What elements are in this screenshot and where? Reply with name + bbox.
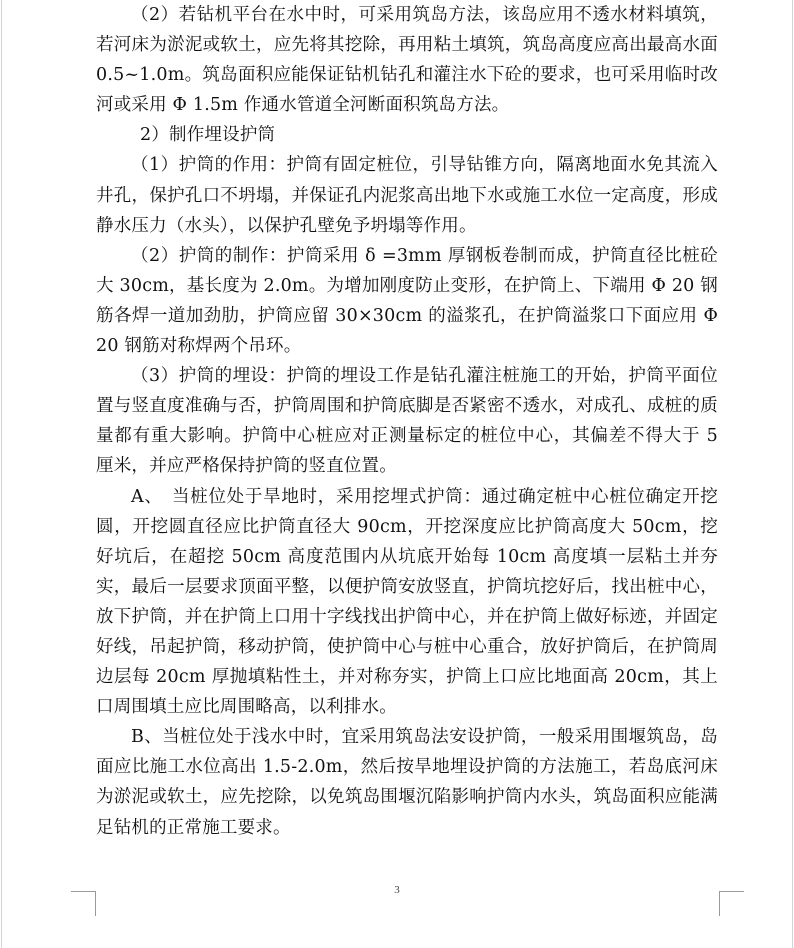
paragraph-case-a-dry-land: A、 当桩位处于旱地时，采用挖埋式护筒：通过确定桩中心桩位确定开挖圆，开挖圆直径应比护筒直径大 90cm，开挖深度应比护筒高度大 50cm，挖好坑后，在超挖 50cm 高度范围内从坑底开始每 10cm 高度填一层粘土并夯实，最后一层要求顶面平整，以便护筒安放竖直，护筒坑挖好后，找出桩中心，放下护筒，并在护筒上口用十字线找出护筒中心，并在护筒上做好标迹，并固定好线，吊起护筒，移动护筒，使护筒中心与桩中心重合，放好护筒后，在护筒周边层每 20cm 厚抛填粘性土，并对称夯实，护筒上口应比地面高 20cm，其上口周围填土应比周围略高，以利排水。 <box>96 486 718 718</box>
paragraph-casing-fabrication: （2）护筒的制作：护筒采用 δ =3mm 厚钢板卷制而成，护筒直径比桩砼大 30cm，基长度为 2.0m。为增加刚度防止变形，在护筒上、下端用 Φ 20 钢筋各焊一道加劲肋，护筒应留 30×30cm 的溢浆孔，在护筒溢浆口下面应用 Φ 20 钢筋对称焊两个吊环。 <box>96 245 718 357</box>
page-left-edge <box>1 0 2 948</box>
section-heading-casing: 2）制作埋设护筒 <box>140 125 276 146</box>
paragraph-platform-in-water: （2）若钻机平台在水中时，可采用筑岛方法，该岛应用不透水材料填筑，若河床为淤泥或软土，应先将其挖除，再用粘土填筑，筑岛高度应高出最高水面 0.5~1.0m。筑岛面积应能保证钻机钻孔和灌注水下砼的要求，也可采用临时改河或采用 Φ 1.5m 作通水管道全河断面积筑岛方法。 <box>96 5 718 116</box>
page-right-edge <box>792 0 793 948</box>
paragraph-casing-function: （1）护筒的作用：护筒有固定桩位，引导钻锥方向，隔离地面水免其流入井孔，保护孔口不坍塌，并保证孔内泥浆高出地下水或施工水位一定高度，形成静水压力（水头），以保护孔壁免予坍塌等作用。 <box>96 155 718 236</box>
page-number: 3 <box>394 884 400 896</box>
paragraph-casing-embedding: （3）护筒的埋设：护筒的埋设工作是钻孔灌注桩施工的开始，护筒平面位置与竖直度准确与否，护筒周围和护筒底脚是否紧密不透水，对成孔、成桩的质量都有重大影响。护筒中心桩应对正测量标定的桩位中心，其偏差不得大于 5 厘米，并应严格保持护筒的竖直位置。 <box>96 366 718 477</box>
document-body <box>96 0 718 843</box>
margin-crop-mark-right <box>719 891 744 916</box>
paragraph-case-b-shallow-water: B、当桩位处于浅水中时，宜采用筑岛法安设护筒，一般采用围堰筑岛，岛面应比施工水位高出 1.5-2.0m，然后按旱地埋设护筒的方法施工，若岛底河床为淤泥或软土，应先挖除，以免筑岛围堰沉陷影响护筒内水头，筑岛面积应能满足钻机的正常施工要求。 <box>96 727 718 838</box>
margin-crop-mark-left <box>71 891 96 916</box>
